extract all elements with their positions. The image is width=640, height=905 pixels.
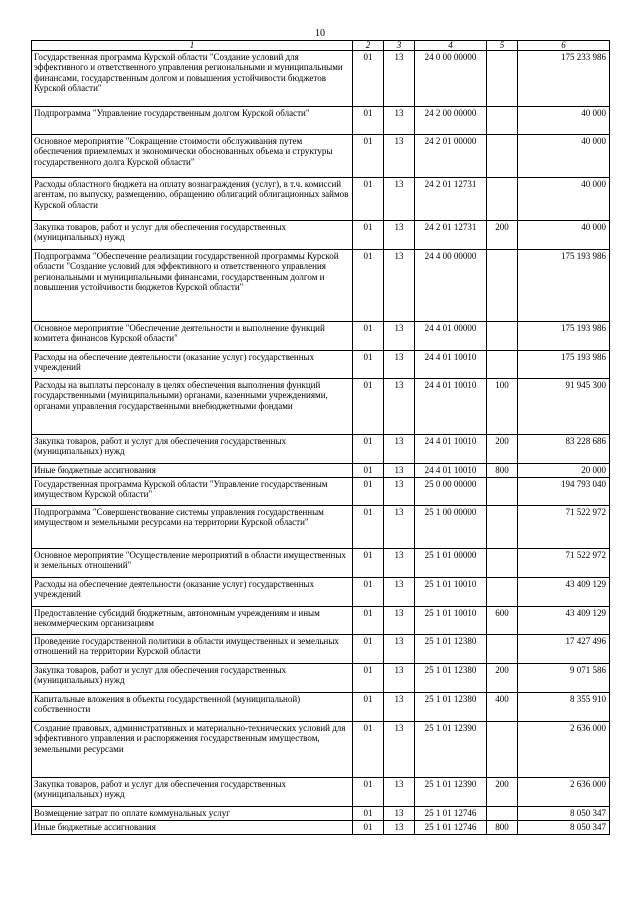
cell-name: Расходы областного бюджета на оплату вознаграждения (услуг), в т.ч. комиссий агентам, по выпуску, размещению, обращению облигаций облигационных займов Курской области bbox=[32, 178, 353, 221]
cell-pr: 13 bbox=[384, 379, 415, 435]
cell-name: Подпрограмма "Управление государственным долгом Курской области" bbox=[32, 107, 353, 135]
cell-pr: 13 bbox=[384, 322, 415, 351]
cell-pr: 13 bbox=[384, 478, 415, 506]
cell-pr: 13 bbox=[384, 107, 415, 135]
cell-name: Предоставление субсидий бюджетным, автономным учреждениям и иным некоммерческим организациям bbox=[32, 607, 353, 635]
cell-csr: 24 2 01 12731 bbox=[415, 221, 487, 250]
table-row bbox=[32, 464, 610, 478]
column-header: 2 bbox=[353, 41, 384, 51]
cell-vr bbox=[487, 135, 518, 178]
cell-amount: 9 071 586 bbox=[518, 664, 610, 693]
cell-amount: 71 522 972 bbox=[518, 549, 610, 578]
cell-vr: 800 bbox=[487, 821, 518, 835]
cell-vr: 100 bbox=[487, 379, 518, 435]
cell-vr bbox=[487, 351, 518, 379]
cell-name: Закупка товаров, работ и услуг для обеспечения государственных (муниципальных) нужд bbox=[32, 221, 353, 250]
cell-pr: 13 bbox=[384, 807, 415, 821]
cell-pr: 13 bbox=[384, 578, 415, 607]
column-header: 3 bbox=[384, 41, 415, 51]
cell-amount: 20 000 bbox=[518, 464, 610, 478]
cell-name: Иные бюджетные ассигнования bbox=[32, 464, 353, 478]
cell-rz: 01 bbox=[353, 807, 384, 821]
cell-pr: 13 bbox=[384, 135, 415, 178]
cell-amount: 8 050 347 bbox=[518, 807, 610, 821]
cell-amount: 2 636 000 bbox=[518, 778, 610, 807]
cell-name: Возмещение затрат по оплате коммунальных услуг bbox=[32, 807, 353, 821]
column-header: 4 bbox=[415, 41, 487, 51]
cell-vr bbox=[487, 51, 518, 107]
cell-pr: 13 bbox=[384, 506, 415, 549]
cell-pr: 13 bbox=[384, 664, 415, 693]
cell-csr: 24 4 01 00000 bbox=[415, 322, 487, 351]
cell-csr: 25 1 01 12380 bbox=[415, 664, 487, 693]
cell-csr: 25 1 01 12390 bbox=[415, 722, 487, 778]
cell-csr: 25 1 01 12380 bbox=[415, 693, 487, 722]
cell-pr: 13 bbox=[384, 221, 415, 250]
cell-rz: 01 bbox=[353, 549, 384, 578]
budget-table bbox=[31, 40, 610, 835]
cell-csr: 24 2 00 00000 bbox=[415, 107, 487, 135]
cell-csr: 24 4 00 00000 bbox=[415, 250, 487, 322]
cell-amount: 2 636 000 bbox=[518, 722, 610, 778]
cell-csr: 24 2 01 00000 bbox=[415, 135, 487, 178]
cell-name: Основное мероприятие "Осуществление мероприятий в области имущественных и земельных отношений" bbox=[32, 549, 353, 578]
cell-csr: 24 4 01 10010 bbox=[415, 379, 487, 435]
cell-amount: 8 050 347 bbox=[518, 821, 610, 835]
cell-csr: 25 1 01 10010 bbox=[415, 607, 487, 635]
cell-pr: 13 bbox=[384, 607, 415, 635]
table-row bbox=[32, 250, 610, 322]
cell-pr: 13 bbox=[384, 693, 415, 722]
cell-vr bbox=[487, 722, 518, 778]
cell-pr: 13 bbox=[384, 549, 415, 578]
cell-vr bbox=[487, 635, 518, 664]
cell-name: Закупка товаров, работ и услуг для обеспечения государственных (муниципальных) нужд bbox=[32, 778, 353, 807]
cell-csr: 25 1 01 12390 bbox=[415, 778, 487, 807]
cell-vr bbox=[487, 578, 518, 607]
cell-rz: 01 bbox=[353, 464, 384, 478]
cell-rz: 01 bbox=[353, 506, 384, 549]
table-row bbox=[32, 135, 610, 178]
cell-amount: 175 193 986 bbox=[518, 322, 610, 351]
table-row bbox=[32, 322, 610, 351]
cell-amount: 40 000 bbox=[518, 221, 610, 250]
cell-rz: 01 bbox=[353, 578, 384, 607]
table-row bbox=[32, 549, 610, 578]
cell-name: Подпрограмма "Обеспечение реализации государственной программы Курской области "Создание условий для эффективного и ответственного управления региональными и муниципальными финансами, государственным долгом и повышения устойчивости бюджетов Курской области" bbox=[32, 250, 353, 322]
cell-amount: 194 793 040 bbox=[518, 478, 610, 506]
table-row bbox=[32, 178, 610, 221]
cell-vr bbox=[487, 807, 518, 821]
cell-name: Иные бюджетные ассигнования bbox=[32, 821, 353, 835]
cell-name: Расходы на выплаты персоналу в целях обеспечения выполнения функций государственными (муниципальными) органами, казенными учреждениями, органами управления государственными внебюджетными фондами bbox=[32, 379, 353, 435]
cell-rz: 01 bbox=[353, 250, 384, 322]
table-row bbox=[32, 107, 610, 135]
cell-csr: 25 1 01 00000 bbox=[415, 549, 487, 578]
cell-csr: 25 0 00 00000 bbox=[415, 478, 487, 506]
cell-amount: 40 000 bbox=[518, 107, 610, 135]
cell-name: Капитальные вложения в объекты государственной (муниципальной) собственности bbox=[32, 693, 353, 722]
cell-amount: 8 355 910 bbox=[518, 693, 610, 722]
cell-rz: 01 bbox=[353, 379, 384, 435]
cell-vr bbox=[487, 478, 518, 506]
cell-amount: 175 193 986 bbox=[518, 250, 610, 322]
cell-vr bbox=[487, 322, 518, 351]
cell-name: Расходы на обеспечение деятельности (оказание услуг) государственных учреждений bbox=[32, 578, 353, 607]
cell-rz: 01 bbox=[353, 821, 384, 835]
cell-csr: 25 1 01 10010 bbox=[415, 578, 487, 607]
table-row bbox=[32, 807, 610, 821]
cell-pr: 13 bbox=[384, 778, 415, 807]
cell-pr: 13 bbox=[384, 435, 415, 464]
table-row bbox=[32, 635, 610, 664]
cell-rz: 01 bbox=[353, 722, 384, 778]
table-row bbox=[32, 607, 610, 635]
cell-vr: 800 bbox=[487, 464, 518, 478]
cell-amount: 40 000 bbox=[518, 135, 610, 178]
cell-pr: 13 bbox=[384, 351, 415, 379]
cell-name: Основное мероприятие "Обеспечение деятельности и выполнение функций комитета финансов Курской области" bbox=[32, 322, 353, 351]
cell-name: Закупка товаров, работ и услуг для обеспечения государственных (муниципальных) нужд bbox=[32, 435, 353, 464]
cell-csr: 24 0 00 00000 bbox=[415, 51, 487, 107]
cell-pr: 13 bbox=[384, 722, 415, 778]
table-row bbox=[32, 664, 610, 693]
cell-pr: 13 bbox=[384, 178, 415, 221]
table-row bbox=[32, 778, 610, 807]
cell-vr: 200 bbox=[487, 435, 518, 464]
cell-amount: 40 000 bbox=[518, 178, 610, 221]
cell-name: Основное мероприятие "Сокращение стоимости обслуживания путем обеспечения приемлемых и экономически обоснованных объема и структуры государственного долга Курской области" bbox=[32, 135, 353, 178]
cell-pr: 13 bbox=[384, 635, 415, 664]
cell-rz: 01 bbox=[353, 51, 384, 107]
cell-csr: 25 1 00 00000 bbox=[415, 506, 487, 549]
table-row bbox=[32, 722, 610, 778]
table-row bbox=[32, 478, 610, 506]
cell-rz: 01 bbox=[353, 778, 384, 807]
cell-amount: 175 233 986 bbox=[518, 51, 610, 107]
cell-vr: 400 bbox=[487, 693, 518, 722]
cell-rz: 01 bbox=[353, 607, 384, 635]
cell-name: Создание правовых, административных и материально-технических условий для эффективного управления и распоряжения государственным имуществом, земельными ресурсами bbox=[32, 722, 353, 778]
table-row bbox=[32, 221, 610, 250]
column-header: 1 bbox=[32, 41, 353, 51]
column-header: 5 bbox=[487, 41, 518, 51]
cell-rz: 01 bbox=[353, 221, 384, 250]
cell-amount: 83 228 686 bbox=[518, 435, 610, 464]
cell-name: Расходы на обеспечение деятельности (оказание услуг) государственных учреждений bbox=[32, 351, 353, 379]
page-number: 10 bbox=[315, 28, 325, 39]
cell-pr: 13 bbox=[384, 821, 415, 835]
cell-csr: 24 4 01 10010 bbox=[415, 464, 487, 478]
cell-amount: 17 427 496 bbox=[518, 635, 610, 664]
table-row bbox=[32, 693, 610, 722]
cell-name: Государственная программа Курской области "Создание условий для эффективного и ответственного управления региональными и муниципальными финансами, государственным долгом и повышения устойчивости бюджетов Курской области" bbox=[32, 51, 353, 107]
cell-rz: 01 bbox=[353, 664, 384, 693]
cell-name: Подпрограмма "Совершенствование системы управления государственным имуществом и земельными ресурсами на территории Курской области" bbox=[32, 506, 353, 549]
cell-rz: 01 bbox=[353, 107, 384, 135]
cell-rz: 01 bbox=[353, 135, 384, 178]
cell-csr: 25 1 01 12746 bbox=[415, 807, 487, 821]
cell-rz: 01 bbox=[353, 351, 384, 379]
cell-vr: 200 bbox=[487, 778, 518, 807]
cell-vr: 600 bbox=[487, 607, 518, 635]
cell-rz: 01 bbox=[353, 322, 384, 351]
cell-name: Закупка товаров, работ и услуг для обеспечения государственных (муниципальных) нужд bbox=[32, 664, 353, 693]
cell-vr bbox=[487, 178, 518, 221]
cell-pr: 13 bbox=[384, 250, 415, 322]
table-header-row bbox=[32, 41, 610, 51]
cell-csr: 25 1 01 12746 bbox=[415, 821, 487, 835]
cell-pr: 13 bbox=[384, 51, 415, 107]
cell-csr: 24 2 01 12731 bbox=[415, 178, 487, 221]
cell-amount: 91 945 300 bbox=[518, 379, 610, 435]
cell-rz: 01 bbox=[353, 435, 384, 464]
table-row bbox=[32, 379, 610, 435]
cell-vr bbox=[487, 107, 518, 135]
table-row bbox=[32, 351, 610, 379]
cell-pr: 13 bbox=[384, 464, 415, 478]
cell-name: Государственная программа Курской области "Управление государственным имуществом Курской области" bbox=[32, 478, 353, 506]
cell-rz: 01 bbox=[353, 693, 384, 722]
table-row bbox=[32, 821, 610, 835]
cell-amount: 43 409 129 bbox=[518, 578, 610, 607]
cell-rz: 01 bbox=[353, 478, 384, 506]
cell-rz: 01 bbox=[353, 635, 384, 664]
cell-csr: 25 1 01 12380 bbox=[415, 635, 487, 664]
cell-rz: 01 bbox=[353, 178, 384, 221]
cell-csr: 24 4 01 10010 bbox=[415, 435, 487, 464]
column-header: 6 bbox=[518, 41, 610, 51]
table-row bbox=[32, 435, 610, 464]
table-row bbox=[32, 506, 610, 549]
cell-vr bbox=[487, 549, 518, 578]
cell-csr: 24 4 01 10010 bbox=[415, 351, 487, 379]
cell-amount: 175 193 986 bbox=[518, 351, 610, 379]
cell-vr bbox=[487, 250, 518, 322]
cell-vr: 200 bbox=[487, 664, 518, 693]
cell-name: Проведение государственной политики в области имущественных и земельных отношений на территории Курской области bbox=[32, 635, 353, 664]
cell-amount: 43 409 129 bbox=[518, 607, 610, 635]
table-row bbox=[32, 578, 610, 607]
cell-amount: 71 522 972 bbox=[518, 506, 610, 549]
table-row bbox=[32, 51, 610, 107]
cell-vr bbox=[487, 506, 518, 549]
cell-vr: 200 bbox=[487, 221, 518, 250]
